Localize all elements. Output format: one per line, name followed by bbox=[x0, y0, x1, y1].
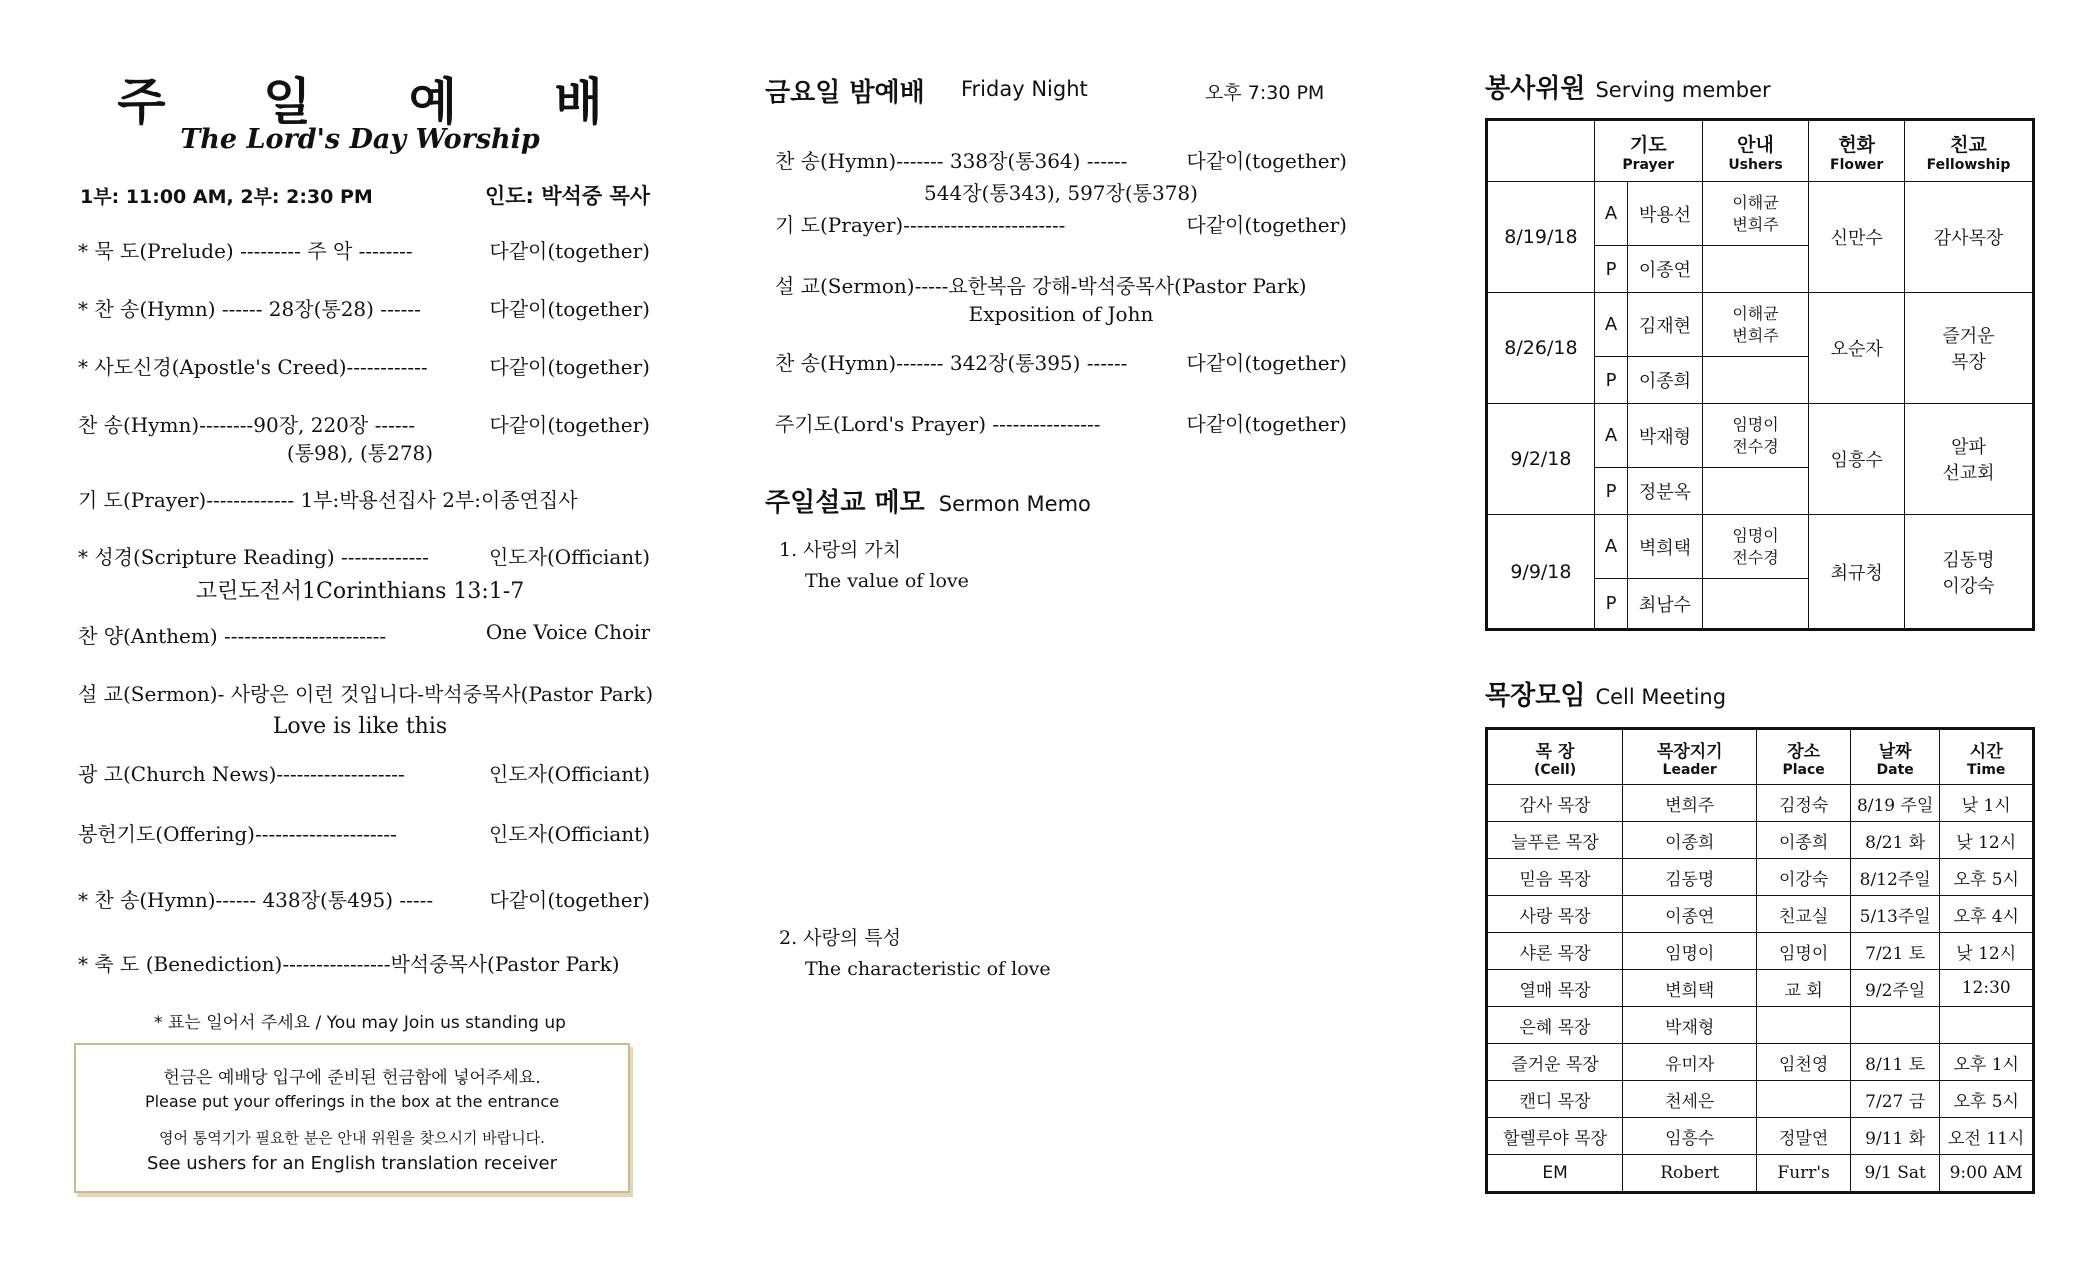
schedule-column bbox=[1485, 0, 2040, 1275]
memo-point-1-en: The value of love bbox=[805, 570, 969, 592]
order-title: 설 교(Sermon)- 사랑은 이런 것입니다-박석중목사(Pastor Park) bbox=[78, 682, 654, 706]
cell-place: Furr's bbox=[1757, 1155, 1851, 1193]
cell-leader: Robert bbox=[1623, 1155, 1757, 1193]
header-flower: 헌화 Flower bbox=[1809, 120, 1905, 182]
prayer-p: 이종희 bbox=[1628, 357, 1702, 404]
header-ushers: 안내 Ushers bbox=[1702, 120, 1809, 182]
serving-row bbox=[1487, 515, 2034, 579]
memo-title-en: Sermon Memo bbox=[938, 492, 1091, 516]
cell-place: 교 회 bbox=[1757, 970, 1851, 1007]
cell-leader: 이종연 bbox=[1623, 896, 1757, 933]
cell-leader: 천세은 bbox=[1623, 1081, 1757, 1118]
order-title: * 찬 송(Hymn)------ 438장(통495) ----- bbox=[78, 888, 434, 912]
cell-time: 오후 1시 bbox=[1940, 1044, 2034, 1081]
cell-date: 7/27 금 bbox=[1850, 1081, 1939, 1118]
table-row bbox=[1487, 822, 2034, 859]
worship-subtitle: The Lord's Day Worship bbox=[180, 124, 540, 155]
cell-name: 감사 목장 bbox=[1487, 785, 1623, 822]
order-title: 기 도(Prayer)------------- 1부:박용선집사 2부:이종연집사 bbox=[78, 488, 578, 512]
cell-place: 이종희 bbox=[1757, 822, 1851, 859]
ushers: 이해균 변희주 bbox=[1702, 293, 1809, 357]
friday-item-title: 설 교(Sermon)-----요한복음 강해-박석중목사(Pastor Park) bbox=[775, 274, 1307, 298]
ushers-blank bbox=[1702, 579, 1809, 630]
cell-leader: 변희주 bbox=[1623, 785, 1757, 822]
flower: 오순자 bbox=[1809, 293, 1905, 404]
cell-date: 8/12주일 bbox=[1850, 859, 1939, 896]
serving-row bbox=[1487, 182, 2034, 246]
cell-date: 9/2주일 bbox=[1850, 970, 1939, 1007]
cell-place: 임천영 bbox=[1757, 1044, 1851, 1081]
cell-leader: 이종희 bbox=[1623, 822, 1757, 859]
serving-title-en: Serving member bbox=[1595, 78, 1771, 102]
friday-item-title: 찬 송(Hymn)------- 342장(통395) ------ bbox=[775, 351, 1128, 375]
order-right: One Voice Choir bbox=[485, 620, 650, 644]
week-date: 8/19/18 bbox=[1487, 182, 1595, 293]
flower: 신만수 bbox=[1809, 182, 1905, 293]
serving-title-ko: 봉사위원 bbox=[1485, 74, 1586, 104]
standing-note: * 표는 일어서 주세요 / You may Join us standing up bbox=[154, 1013, 566, 1033]
friday-item-title: 찬 송(Hymn)------- 338장(통364) ------ bbox=[775, 149, 1128, 173]
cell-place: 김정숙 bbox=[1757, 785, 1851, 822]
cell-time bbox=[1940, 1007, 2034, 1044]
fellowship: 김동명 이강숙 bbox=[1904, 515, 2033, 630]
ushers: 이해균 변희주 bbox=[1702, 182, 1809, 246]
cell-title-ko: 목장모임 bbox=[1485, 681, 1586, 711]
label-p: P bbox=[1594, 357, 1627, 404]
table-row bbox=[1487, 1007, 2034, 1044]
order-title: 봉헌기도(Offering)--------------------- bbox=[78, 822, 397, 846]
scripture-reference: 고린도전서1Corinthians 13:1-7 bbox=[195, 579, 525, 604]
cell-leader: 변희택 bbox=[1623, 970, 1757, 1007]
friday-item-right: 다같이(together) bbox=[1186, 351, 1347, 375]
memo-point-2: 2. 사랑의 특성 bbox=[779, 927, 901, 949]
header-leader: 목장지기 Leader bbox=[1623, 729, 1757, 785]
week-date: 8/26/18 bbox=[1487, 293, 1595, 404]
table-row bbox=[1487, 970, 2034, 1007]
prayer-p: 정분옥 bbox=[1628, 468, 1702, 515]
flower: 임흥수 bbox=[1809, 404, 1905, 515]
table-row bbox=[1487, 1044, 2034, 1081]
header-time: 시간 Time bbox=[1940, 729, 2034, 785]
cell-table bbox=[1485, 727, 2035, 1194]
cell-date: 8/19 주일 bbox=[1850, 785, 1939, 822]
label-p: P bbox=[1594, 246, 1627, 293]
prayer-a: 벽희택 bbox=[1628, 515, 1702, 579]
cell-name: 사랑 목장 bbox=[1487, 896, 1623, 933]
order-right: 다같이(together) bbox=[489, 239, 650, 263]
order-title: 찬 송(Hymn)--------90장, 220장 ------ bbox=[78, 413, 416, 437]
cell-leader: 임명이 bbox=[1623, 933, 1757, 970]
table-row bbox=[1487, 1118, 2034, 1155]
table-row bbox=[1487, 933, 2034, 970]
order-right: 인도자(Officiant) bbox=[488, 822, 650, 846]
cell-name: 캔디 목장 bbox=[1487, 1081, 1623, 1118]
order-title: * 찬 송(Hymn) ------ 28장(통28) ------ bbox=[78, 297, 421, 321]
ushers: 임명이 전수경 bbox=[1702, 404, 1809, 468]
prayer-a: 김재현 bbox=[1628, 293, 1702, 357]
fellowship: 즐거운 목장 bbox=[1904, 293, 2033, 404]
cell-date: 5/13주일 bbox=[1850, 896, 1939, 933]
friday-item-right: 다같이(together) bbox=[1186, 412, 1347, 436]
friday-title-en: Friday Night bbox=[961, 77, 1088, 101]
order-right: 다같이(together) bbox=[489, 355, 650, 379]
cell-date: 7/21 토 bbox=[1850, 933, 1939, 970]
worship-title: 주 일 예 배 bbox=[117, 73, 643, 131]
table-row bbox=[1487, 1081, 2034, 1118]
cell-time: 오후 4시 bbox=[1940, 896, 2034, 933]
prayer-a: 박용선 bbox=[1628, 182, 1702, 246]
ushers-blank bbox=[1702, 357, 1809, 404]
header-cell: 목 장 (Cell) bbox=[1487, 729, 1623, 785]
header-blank bbox=[1487, 120, 1595, 182]
order-right: 다같이(together) bbox=[489, 888, 650, 912]
order-right: 다같이(together) bbox=[489, 297, 650, 321]
cell-name: 은혜 목장 bbox=[1487, 1007, 1623, 1044]
friday-item-line2: 544장(통343), 597장(통378) bbox=[924, 181, 1198, 205]
translation-notice-en: See ushers for an English translation receiver bbox=[146, 1153, 558, 1174]
serving-header bbox=[1485, 68, 1771, 105]
label-p: P bbox=[1594, 579, 1627, 630]
cell-name: 열매 목장 bbox=[1487, 970, 1623, 1007]
serving-row bbox=[1487, 293, 2034, 357]
offering-notice-en: Please put your offerings in the box at the entrance bbox=[144, 1092, 560, 1111]
table-row bbox=[1487, 785, 2034, 822]
flower: 최규청 bbox=[1809, 515, 1905, 630]
cell-leader: 박재형 bbox=[1623, 1007, 1757, 1044]
friday-time: 오후 7:30 PM bbox=[1205, 82, 1325, 104]
table-row bbox=[1487, 896, 2034, 933]
order-title: * 사도신경(Apostle's Creed)------------ bbox=[78, 355, 428, 379]
cell-time: 오후 5시 bbox=[1940, 859, 2034, 896]
service-times: 1부: 11:00 AM, 2부: 2:30 PM bbox=[80, 186, 373, 208]
cell-time: 9:00 AM bbox=[1940, 1155, 2034, 1193]
cell-date: 9/11 화 bbox=[1850, 1118, 1939, 1155]
serving-row bbox=[1487, 404, 2034, 468]
order-hymn-2-alt: (통98), (통278) bbox=[286, 441, 434, 465]
cell-title-en: Cell Meeting bbox=[1595, 685, 1727, 709]
memo-title-ko: 주일설교 메모 bbox=[765, 488, 925, 518]
friday-item-right: 다같이(together) bbox=[1186, 213, 1347, 237]
order-title: 찬 양(Anthem) ------------------------ bbox=[78, 624, 387, 648]
cell-place bbox=[1757, 1007, 1851, 1044]
friday-title-ko: 금요일 밤예배 bbox=[765, 78, 925, 108]
friday-item-title: 주기도(Lord's Prayer) ---------------- bbox=[775, 412, 1101, 436]
cell-date: 8/11 토 bbox=[1850, 1044, 1939, 1081]
order-right: 인도자(Officiant) bbox=[488, 762, 650, 786]
translation-notice-ko: 영어 통역기가 필요한 분은 안내 위원을 찾으시기 바랍니다. bbox=[159, 1129, 545, 1147]
cell-time: 낮 1시 bbox=[1940, 785, 2034, 822]
week-date: 9/9/18 bbox=[1487, 515, 1595, 630]
prayer-a: 박재형 bbox=[1628, 404, 1702, 468]
cell-time: 낮 12시 bbox=[1940, 933, 2034, 970]
friday-item-right: 다같이(together) bbox=[1186, 149, 1347, 173]
cell-leader: 임흥수 bbox=[1623, 1118, 1757, 1155]
cell-time: 오전 11시 bbox=[1940, 1118, 2034, 1155]
ushers: 임명이 전수경 bbox=[1702, 515, 1809, 579]
cell-leader: 유미자 bbox=[1623, 1044, 1757, 1081]
table-row bbox=[1487, 859, 2034, 896]
offering-notice-box bbox=[74, 1043, 630, 1193]
order-right: 다같이(together) bbox=[489, 413, 650, 437]
worship-column bbox=[70, 0, 654, 1275]
label-a: A bbox=[1594, 515, 1627, 579]
friday-header bbox=[765, 72, 1365, 106]
cell-name: 할렐루야 목장 bbox=[1487, 1118, 1623, 1155]
week-date: 9/2/18 bbox=[1487, 404, 1595, 515]
ushers-blank bbox=[1702, 468, 1809, 515]
cell-name: 즐거운 목장 bbox=[1487, 1044, 1623, 1081]
cell-place: 임명이 bbox=[1757, 933, 1851, 970]
cell-leader: 김동명 bbox=[1623, 859, 1757, 896]
header-place: 장소 Place bbox=[1757, 729, 1851, 785]
cell-name: 믿음 목장 bbox=[1487, 859, 1623, 896]
friday-column bbox=[765, 0, 1365, 1275]
cell-time: 낮 12시 bbox=[1940, 822, 2034, 859]
order-right: 인도자(Officiant) bbox=[488, 545, 650, 569]
cell-date bbox=[1850, 1007, 1939, 1044]
cell-name: 샤론 목장 bbox=[1487, 933, 1623, 970]
prayer-p: 이종연 bbox=[1628, 246, 1702, 293]
label-p: P bbox=[1594, 468, 1627, 515]
label-a: A bbox=[1594, 293, 1627, 357]
table-row bbox=[1487, 1155, 2034, 1193]
fellowship: 알파 선교회 bbox=[1904, 404, 2033, 515]
order-title: 광 고(Church News)------------------- bbox=[78, 762, 405, 786]
header-date: 날짜 Date bbox=[1850, 729, 1939, 785]
memo-header bbox=[765, 482, 1091, 519]
order-title: * 축 도 (Benediction)----------------박석중목사(Pastor Park) bbox=[78, 952, 620, 976]
friday-item-title: 기 도(Prayer)------------------------ bbox=[775, 213, 1066, 237]
cell-time: 오후 5시 bbox=[1940, 1081, 2034, 1118]
cell-date: 8/21 화 bbox=[1850, 822, 1939, 859]
header-prayer: 기도 Prayer bbox=[1594, 120, 1702, 182]
cell-name: EM bbox=[1487, 1155, 1623, 1193]
order-title: * 성경(Scripture Reading) ------------- bbox=[78, 545, 429, 569]
serving-table bbox=[1485, 118, 2035, 631]
ushers-blank bbox=[1702, 246, 1809, 293]
cell-header bbox=[1485, 675, 1726, 712]
memo-point-1: 1. 사랑의 가치 bbox=[779, 539, 901, 561]
cell-place: 친교실 bbox=[1757, 896, 1851, 933]
cell-place bbox=[1757, 1081, 1851, 1118]
cell-place: 정말연 bbox=[1757, 1118, 1851, 1155]
order-title: * 묵 도(Prelude) --------- 주 악 -------- bbox=[78, 239, 413, 263]
fellowship: 감사목장 bbox=[1904, 182, 2033, 293]
cell-date: 9/1 Sat bbox=[1850, 1155, 1939, 1193]
cell-time: 12:30 bbox=[1940, 970, 2034, 1007]
cell-place: 이강숙 bbox=[1757, 859, 1851, 896]
offering-notice-ko: 헌금은 예배당 입구에 준비된 헌금함에 넣어주세요. bbox=[163, 1068, 541, 1088]
prayer-p: 최남수 bbox=[1628, 579, 1702, 630]
label-a: A bbox=[1594, 182, 1627, 246]
friday-item-line2: Exposition of John bbox=[968, 302, 1154, 326]
memo-point-2-en: The characteristic of love bbox=[805, 958, 1051, 980]
cell-name: 늘푸른 목장 bbox=[1487, 822, 1623, 859]
service-leader: 인도: 박석중 목사 bbox=[484, 184, 650, 208]
sermon-subtitle: Love is like this bbox=[272, 714, 448, 739]
label-a: A bbox=[1594, 404, 1627, 468]
header-fellowship: 친교 Fellowship bbox=[1904, 120, 2033, 182]
